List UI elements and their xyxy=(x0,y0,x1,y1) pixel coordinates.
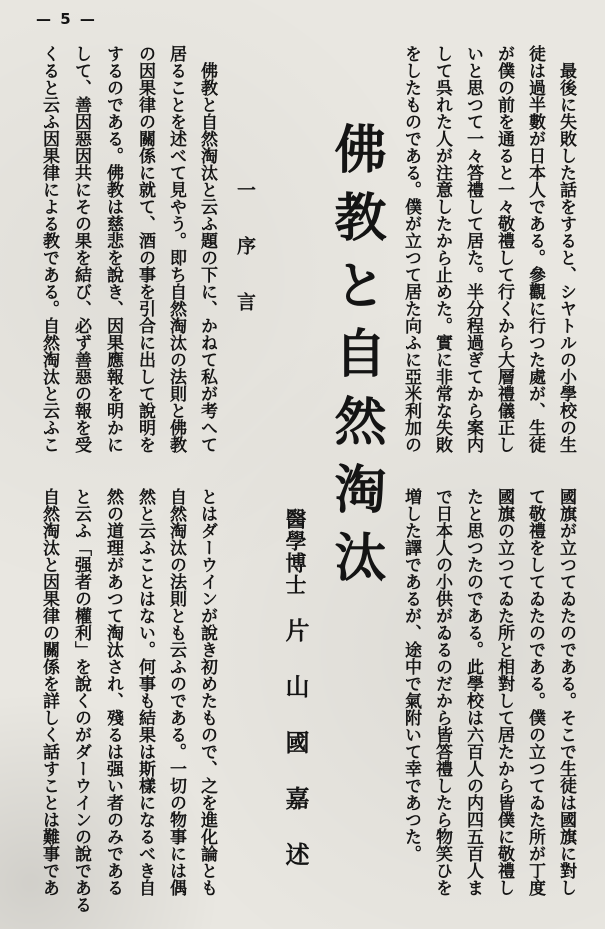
text-column: で日本人の小供がゐるのだから皆答禮したら物笑ひを xyxy=(432,488,452,896)
text-column: 國旗が立つてゐたのである。そこで生徒は國旗に對し xyxy=(556,488,576,896)
text-column: をしたものである。僕が立つて居た向ふに亞米利加の xyxy=(401,45,421,453)
author-name: 片 山 國 嘉 述 xyxy=(281,618,310,870)
text-column: 自然淘汰の法則とも云ふのである。一切の物事には偶 xyxy=(166,488,186,896)
text-column: とはダーウインが說き初めたもので、之を進化論とも xyxy=(197,488,217,896)
text-column: して呉れた人が注意したから止めた。實に非常な失敗 xyxy=(432,45,452,453)
text-column: 自然淘汰と因果律の關係を詳しく話すことは難事であ xyxy=(39,488,59,896)
author-byline xyxy=(281,508,309,870)
text-column: 居ることを述べて見やう。即ち自然淘汰の法則と佛教 xyxy=(166,45,186,453)
text-column: が僕の前を通ると一々敬禮して行くから大層禮儀正し xyxy=(494,45,514,453)
text-column: 最後に失敗した話をすると、シヤトルの小學校の生 xyxy=(556,62,576,453)
text-column: の因果律の關係に就て、酒の事を引合に出して說明を xyxy=(135,45,155,453)
text-column: と云ふ「强者の權利」を說くのがダーウインの說である xyxy=(71,488,91,913)
text-column: くると云ふ因果律による教である。自然淘汰と云ふこ xyxy=(39,45,59,453)
text-column: 増した譯であるが、途中で氣附いて幸であつた。 xyxy=(401,488,421,862)
text-column: いと思つて一々答禮して居た。半分程過ぎてから案内 xyxy=(463,45,483,453)
text-column: して、善因惡因共にその果を結び、必ず善惡の報を受 xyxy=(71,45,91,453)
page-number: — 5 — xyxy=(36,10,97,28)
text-column: たと思つたのである。此學校は六百人の内四五百人ま xyxy=(463,488,483,896)
text-column: 徒は過半數が日本人である。參觀に行つた處が、生徒 xyxy=(525,45,545,453)
text-column: て敬禮をしてゐたのである。僕の立つてゐた所が丁度 xyxy=(525,488,545,896)
text-column: 國旗の立つてゐた所と相對して居たから皆僕に敬禮し xyxy=(494,488,514,896)
text-column: 佛教と自然淘汰と云ふ題の下に、かねて私が考へて xyxy=(197,62,217,453)
section-heading: 一 序 言 xyxy=(234,180,256,320)
text-column: するのである。佛教は慈悲を說き、因果應報を明かに xyxy=(103,45,123,453)
text-column: 然の道理があつて淘汰され、殘るは强い者のみである xyxy=(103,488,123,896)
author-degree: 醫學博士 xyxy=(283,508,308,596)
text-column: 然と云ふことはない。何事も結果は斯樣になるべき自 xyxy=(135,488,155,896)
article-title: 佛教と自然淘汰 xyxy=(325,122,386,598)
